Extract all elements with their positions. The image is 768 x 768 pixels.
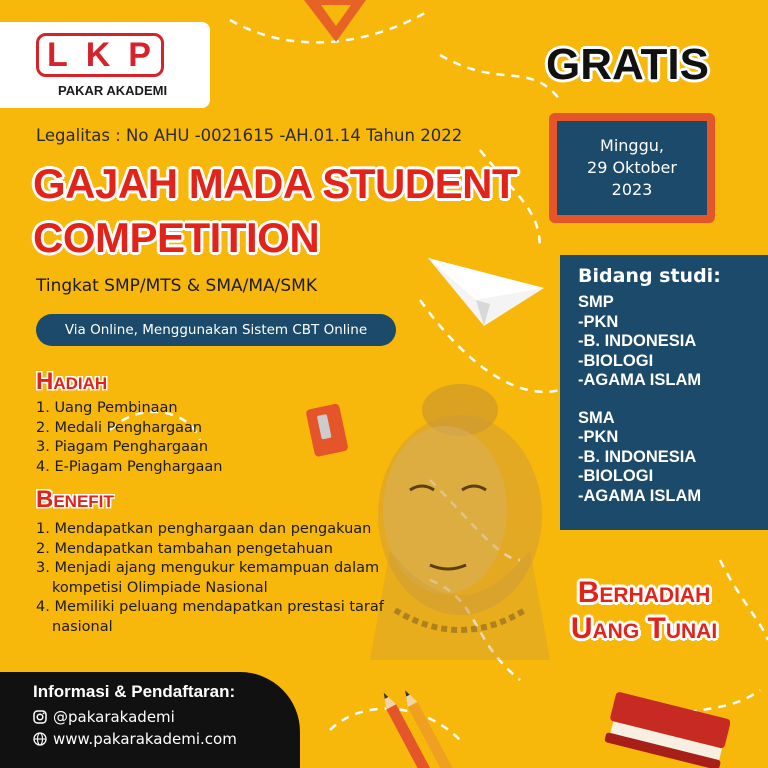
subject-item: -AGAMA ISLAM xyxy=(578,486,702,505)
set-square-icon xyxy=(296,0,376,50)
event-title-line1: GAJAH MADA STUDENT xyxy=(33,160,518,207)
mode-pill: Via Online, Menggunakan Sistem CBT Online xyxy=(36,314,396,346)
cash-prize-line2: Uang Tunai xyxy=(570,612,718,645)
date-board xyxy=(549,113,715,223)
level-text: Tingkat SMP/MTS & SMA/MA/SMK xyxy=(36,276,317,296)
instagram-handle[interactable]: @pakarakademi xyxy=(53,708,175,726)
prizes-heading: Hadiah xyxy=(36,368,108,395)
subject-item: -PKN xyxy=(578,312,619,331)
list-item: 1. Mendapatkan penghargaan dan pengakuan xyxy=(36,521,372,537)
lkp-logo xyxy=(36,33,164,77)
fields-heading: Bidang studi: xyxy=(578,265,721,287)
pencil-sharpener-icon xyxy=(306,400,350,460)
legal-text: Legalitas : No AHU -0021615 -AH.01.14 Tahun 2022 xyxy=(36,126,463,145)
list-item: 3. Menjadi ajang mengukur kemampuan dalam kompetisi Olimpiade Nasional xyxy=(36,560,380,596)
subject-item: -BIOLOGI xyxy=(578,467,654,485)
list-item: 1. Uang Pembinaan xyxy=(36,400,178,416)
list-item: 4. E-Piagam Penghargaan xyxy=(36,458,223,475)
globe-icon xyxy=(33,732,47,746)
date-day: Minggu, xyxy=(600,136,664,155)
logo-letter: P xyxy=(128,35,153,74)
smp-label: SMP xyxy=(578,293,614,311)
contact-panel xyxy=(0,672,300,768)
logo-letter: K xyxy=(85,35,113,74)
subject-item: -BIOLOGI xyxy=(578,351,654,370)
logo-subtitle: PAKAR AKADEMI xyxy=(58,83,168,98)
date-year: 2023 xyxy=(611,180,653,199)
book-icon xyxy=(600,682,730,768)
date-date: 29 Oktober xyxy=(587,158,677,177)
subject-item: -PKN xyxy=(578,428,619,446)
website-link[interactable]: www.pakarakademi.com xyxy=(53,730,237,748)
event-title-line2: COMPETITION xyxy=(33,214,320,261)
list-item: 3. Piagam Penghargaan xyxy=(36,439,209,455)
subject-item: -AGAMA ISLAM xyxy=(578,371,702,389)
free-badge: GRATIS xyxy=(546,40,709,89)
cash-prize-line1: Berhadiah xyxy=(577,576,711,609)
sma-label: SMA xyxy=(578,408,615,427)
pencils-icon xyxy=(378,676,458,768)
subject-item: -B. INDONESIA xyxy=(578,332,697,350)
list-item: 2. Medali Penghargaan xyxy=(36,419,203,436)
subject-item: -B. INDONESIA xyxy=(578,447,697,466)
list-item: 2. Mendapatkan tambahan pengetahuan xyxy=(36,540,333,557)
fields-panel xyxy=(560,255,768,530)
contact-heading: Informasi & Pendaftaran: xyxy=(33,682,236,701)
benefits-heading: Benefit xyxy=(36,486,114,513)
logo-letter: L xyxy=(46,35,70,74)
prizes-list xyxy=(36,399,223,477)
instagram-icon xyxy=(33,710,47,724)
benefits-list xyxy=(36,520,436,637)
list-item: 4. Memiliki peluang mendapatkan prestasi taraf nasional xyxy=(36,599,384,635)
paper-plane-icon xyxy=(424,248,550,328)
